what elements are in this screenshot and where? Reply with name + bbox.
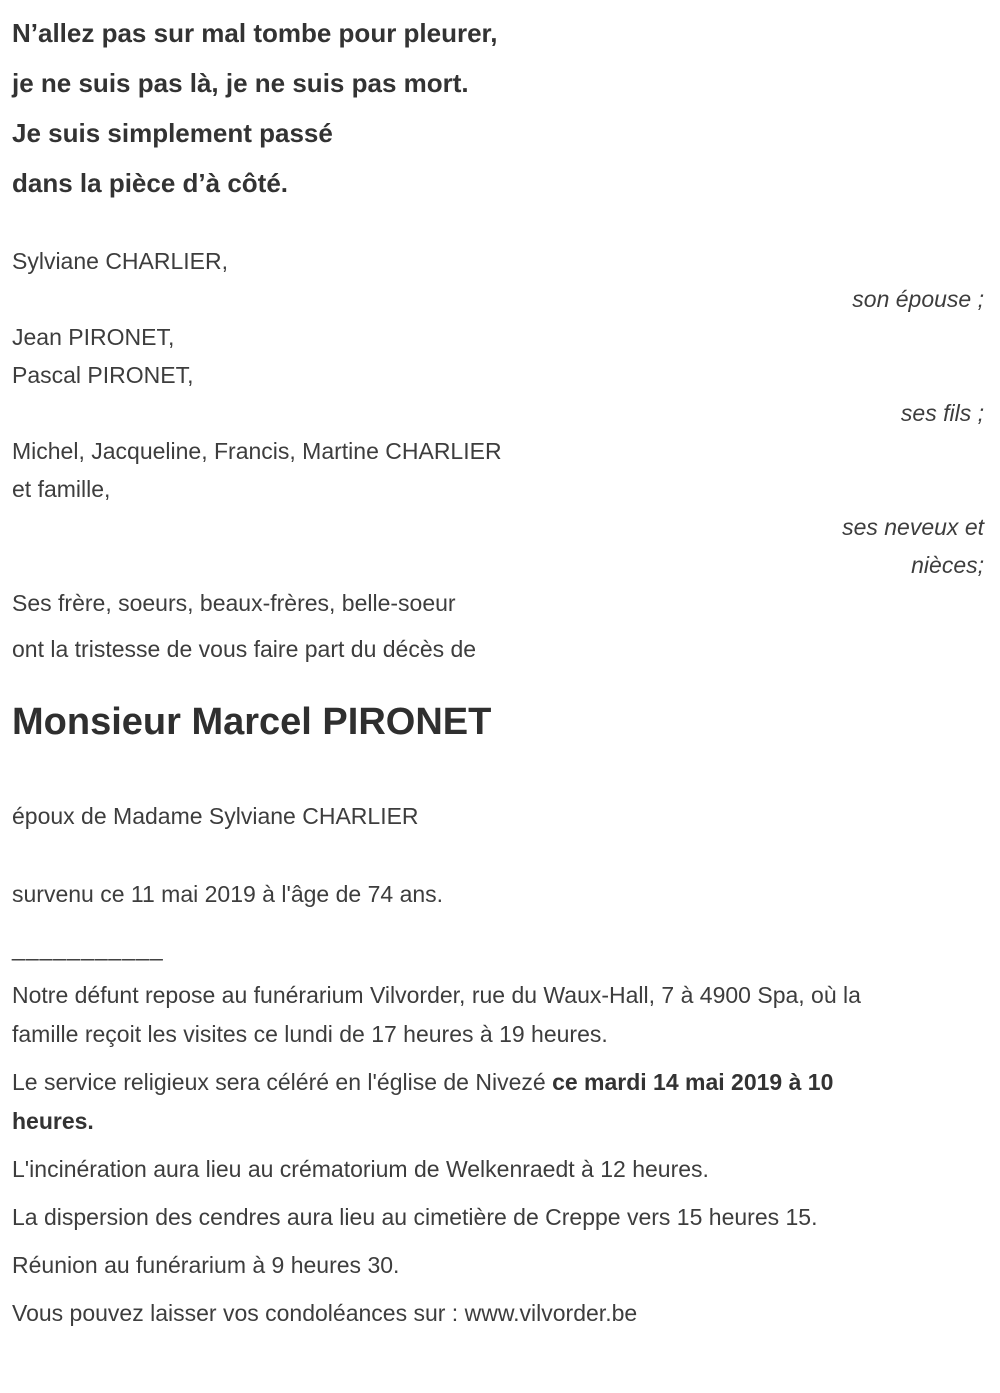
relation-label: ses neveux et (842, 514, 984, 540)
family-name: Ses frère, soeurs, beaux-frères, belle-soeur (12, 590, 456, 616)
family-name: et famille, (12, 476, 111, 502)
service-text: Le service religieux sera céléré en l'église de Nivezé (12, 1069, 553, 1095)
poem (12, 8, 984, 208)
poem-line: je ne suis pas là, je ne suis pas mort. (12, 68, 469, 98)
announcement-intro: ont la tristesse de vous faire part du décès de (12, 636, 477, 662)
relation-label: nièces; (911, 552, 984, 578)
repose-paragraph: Notre défunt repose au funérarium Vilvorder, rue du Waux-Hall, 7 à 4900 Spa, où la famille reçoit les visites ce lundi de 17 heures à 19 heures. (12, 982, 861, 1047)
funeral-details (12, 976, 917, 1333)
poem-line: N’allez pas sur mal tombe pour pleurer, (12, 18, 498, 48)
dispersion-paragraph: La dispersion des cendres aura lieu au cimetière de Creppe vers 15 heures 15. (12, 1204, 818, 1230)
family-name: Sylviane CHARLIER, (12, 248, 229, 274)
section-divider: ___________ (12, 935, 164, 961)
relation-label: son épouse ; (852, 286, 984, 312)
death-date-line: survenu ce 11 mai 2019 à l'âge de 74 ans. (12, 881, 444, 907)
reunion-paragraph: Réunion au funérarium à 9 heures 30. (12, 1252, 400, 1278)
deceased-name: Monsieur Marcel PIRONET (12, 701, 492, 743)
condolences-paragraph (12, 1294, 917, 1333)
family-name: Jean PIRONET, (12, 324, 175, 350)
spouse-line: époux de Madame Sylviane CHARLIER (12, 803, 419, 829)
family-name: Michel, Jacqueline, Francis, Martine CHARLIER (12, 438, 502, 464)
relation-label: ses fils ; (900, 400, 984, 426)
service-date-bold: ce mardi 14 mai 2019 à 10 heures. (12, 1069, 834, 1134)
service-paragraph (12, 1063, 917, 1141)
family-name: Pascal PIRONET, (12, 362, 194, 388)
poem-line: Je suis simplement passé (12, 118, 333, 148)
family-list (12, 242, 984, 622)
condolences-url: www.vilvorder.be (464, 1300, 638, 1326)
cremation-paragraph: L'incinération aura lieu au crématorium de Welkenraedt à 12 heures. (12, 1156, 709, 1182)
poem-line: dans la pièce d’à côté. (12, 168, 288, 198)
condolences-text: Vous pouvez laisser vos condoléances sur : (12, 1300, 465, 1326)
